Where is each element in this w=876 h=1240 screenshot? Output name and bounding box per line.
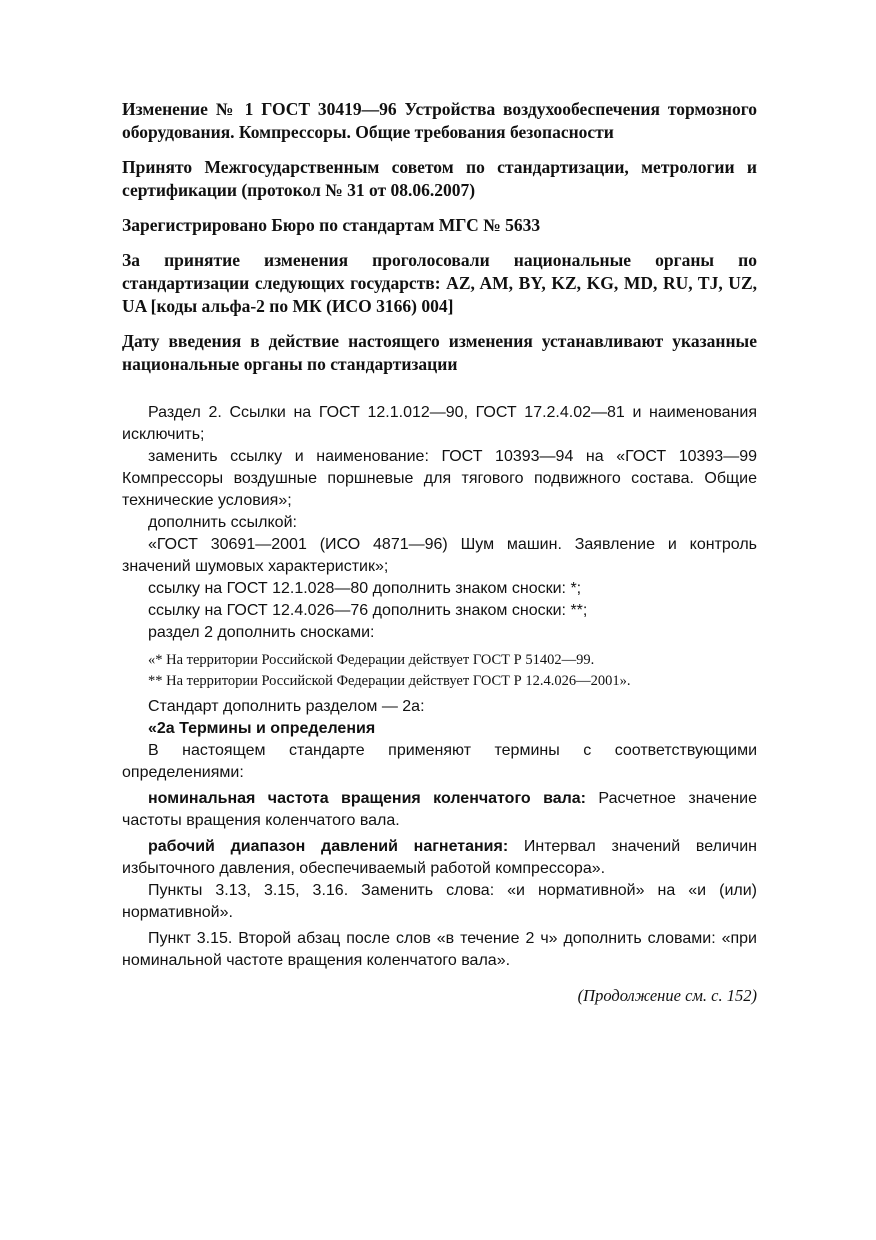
adopted-statement: Принято Межгосударственным советом по стандартизации, метрологии и сертификации (протокол № 31 от 08.06.2007) [122,157,757,200]
continuation-note: (Продолжение см. с. 152) [577,986,757,1005]
paragraph-section-2: Раздел 2. Ссылки на ГОСТ 12.1.012—90, ГОСТ 17.2.4.02—81 и наименования исключить; [122,404,757,443]
paragraph-terms-intro: В настоящем стандарте применяют термины с соответствующими определениями: [122,742,757,781]
term-rotation-speed-definition: Расчетное значение частоты вращения коленчатого вала. [122,790,757,829]
paragraph-item-3-15: Пункт 3.15. Второй абзац после слов «в течение 2 ч» дополнить словами: «при номинальной частоте вращения коленчатого вала». [122,930,757,969]
paragraph-replace-reference: заменить ссылку и наименование: ГОСТ 10393—94 на «ГОСТ 10393—99 Компрессоры воздушные поршневые для тягового подвижного состава. Общие технические условия»; [122,448,757,509]
term-rotation-speed [122,788,757,832]
section-2a-heading: «2а Термины и определения [148,720,376,737]
paragraph-gost-30691: «ГОСТ 30691—2001 (ИСО 4871—96) Шум машин. Заявление и контроль значений шумовых характеристик»; [122,536,757,575]
voting-statement: За принятие изменения проголосовали национальные органы по стандартизации следующих государств: AZ, AM, BY, KZ, KG, MD, RU, TJ, UZ, UA [коды альфа-2 по МК (ИСО 3166) 004] [122,250,757,316]
amendment-title: Изменение № 1 ГОСТ 30419—96 Устройства воздухообеспечения тормозного оборудования. Компрессоры. Общие требования безопасности [122,99,757,142]
term-pressure-range [122,836,757,880]
paragraph-items-3-13: Пункты 3.13, 3.15, 3.16. Заменить слова: «и нормативной» на «и (или) нормативной». [122,882,757,921]
paragraph-footnote-mark-2: ссылку на ГОСТ 12.4.026—76 дополнить знаком сноски: **; [148,602,588,619]
paragraph-footnote-mark-1: ссылку на ГОСТ 12.1.028—80 дополнить знаком сноски: *; [148,580,582,597]
amendment-body [122,402,757,972]
effective-date-statement: Дату введения в действие настоящего изменения устанавливают указанные национальные органы по стандартизации [122,331,757,374]
paragraph-add-footnotes: раздел 2 дополнить сносками: [148,624,375,641]
spacer [122,388,757,402]
registration-statement: Зарегистрировано Бюро по стандартам МГС № 5633 [122,215,541,235]
paragraph-add-section-2a: Стандарт дополнить разделом — 2а: [148,698,425,715]
term-rotation-speed-name: номинальная частота вращения коленчатого вала: [148,790,587,807]
paragraph-add-reference: дополнить ссылкой: [148,514,297,531]
footnote-2: ** На территории Российской Федерации действует ГОСТ Р 12.4.026—2001». [148,673,631,689]
term-pressure-range-name: рабочий диапазон давлений нагнетания: [148,838,509,855]
footnote-1: «* На территории Российской Федерации действует ГОСТ Р 51402—99. [148,652,595,668]
document-page [122,98,757,1006]
term-pressure-range-definition: Интервал значений величин избыточного давления, обеспечиваемый работой компрессора». [122,838,757,877]
